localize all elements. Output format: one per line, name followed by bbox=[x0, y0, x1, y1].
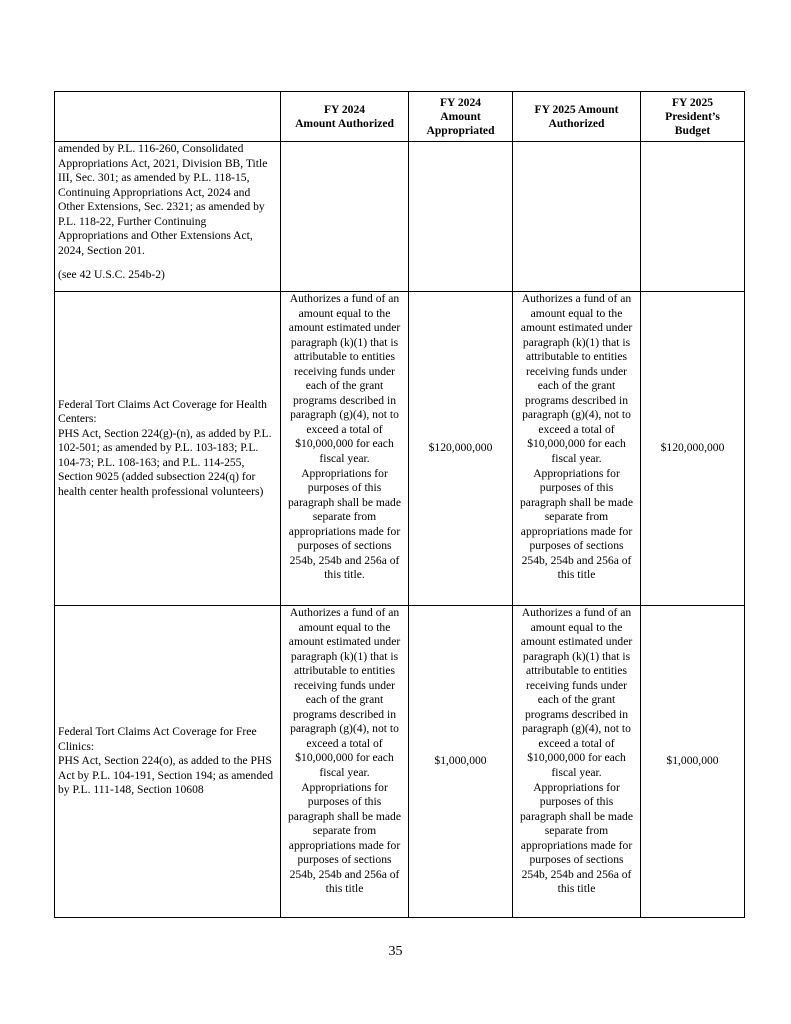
fy2024-appropriated-cell: $1,000,000 bbox=[409, 606, 513, 918]
table-row-continuation bbox=[55, 142, 745, 292]
header-fy2024-authorized: FY 2024 Amount Authorized bbox=[281, 92, 409, 142]
fy2025-authorized-cell: Authorizes a fund of an amount equal to the amount estimated under paragraph (k)(1) that is attributable to entities receiving funds under each of the grant programs described in paragraph (g)(4), not to exceed a total of $10,000,000 for each fiscal year. Appropriations for purposes of this paragraph shall be made separate from appropriations made for purposes of sections 254b, 254b and 256a of this title bbox=[513, 292, 641, 606]
empty-cell bbox=[409, 142, 513, 292]
program-citation: (see 42 U.S.C. 254b-2) bbox=[58, 268, 165, 282]
program-cell: Federal Tort Claims Act Coverage for Health Centers: PHS Act, Section 224(g)-(n), as added by P.L. 102-501; as amended by P.L. 103-183; P.L. 104-73; P.L. 108-163; and P.L. 114-255, Section 9025 (added subsection 224(q) for health center health professional volunteers) bbox=[55, 292, 281, 606]
header-program bbox=[55, 92, 281, 142]
page-number: 35 bbox=[388, 944, 403, 959]
fy2025-budget-cell: $1,000,000 bbox=[641, 606, 745, 918]
empty-cell bbox=[513, 142, 641, 292]
authorization-table bbox=[54, 91, 745, 918]
program-continuation-text: amended by P.L. 116-260, Consolidated Appropriations Act, 2021, Division BB, Title III, Sec. 301; as amended by P.L. 118-15, Continuing Appropriations Act, 2024 and Other Extensions, Sec. 2321; as amended by P.L. 118-22, Further Continuing Appropriations and Other Extensions Act, 2024, Section 201. bbox=[58, 142, 268, 257]
fy2024-authorized-cell: Authorizes a fund of an amount equal to the amount estimated under paragraph (k)(1) that is attributable to entities receiving funds under each of the grant programs described in paragraph (g)(4), not to exceed a total of $10,000,000 for each fiscal year. Appropriations for purposes of this paragraph shall be made separate from appropriations made for purposes of sections 254b, 254b and 256a of this title bbox=[281, 606, 409, 918]
fy2024-appropriated-cell: $120,000,000 bbox=[409, 292, 513, 606]
table-row bbox=[55, 292, 745, 606]
header-fy2024-appropriated: FY 2024 Amount Appropriated bbox=[409, 92, 513, 142]
header-row bbox=[55, 92, 745, 142]
empty-cell bbox=[641, 142, 745, 292]
program-cell: Federal Tort Claims Act Coverage for Free Clinics: PHS Act, Section 224(o), as added to the PHS Act by P.L. 104-191, Section 194; as amended by P.L. 111-148, Section 10608 bbox=[55, 606, 281, 918]
program-cell bbox=[55, 142, 281, 292]
fy2025-authorized-cell: Authorizes a fund of an amount equal to the amount estimated under paragraph (k)(1) that is attributable to entities receiving funds under each of the grant programs described in paragraph (g)(4), not to exceed a total of $10,000,000 for each fiscal year. Appropriations for purposes of this paragraph shall be made separate from appropriations made for purposes of sections 254b, 254b and 256a of this title bbox=[513, 606, 641, 918]
table-row bbox=[55, 606, 745, 918]
header-fy2025-budget: FY 2025 President’s Budget bbox=[641, 92, 745, 142]
empty-cell bbox=[281, 142, 409, 292]
fy2025-budget-cell: $120,000,000 bbox=[641, 292, 745, 606]
fy2024-authorized-cell: Authorizes a fund of an amount equal to the amount estimated under paragraph (k)(1) that is attributable to entities receiving funds under each of the grant programs described in paragraph (g)(4), not to exceed a total of $10,000,000 for each fiscal year. Appropriations for purposes of this paragraph shall be made separate from appropriations made for purposes of sections 254b, 254b and 256a of this title. bbox=[281, 292, 409, 606]
header-fy2025-authorized: FY 2025 Amount Authorized bbox=[513, 92, 641, 142]
